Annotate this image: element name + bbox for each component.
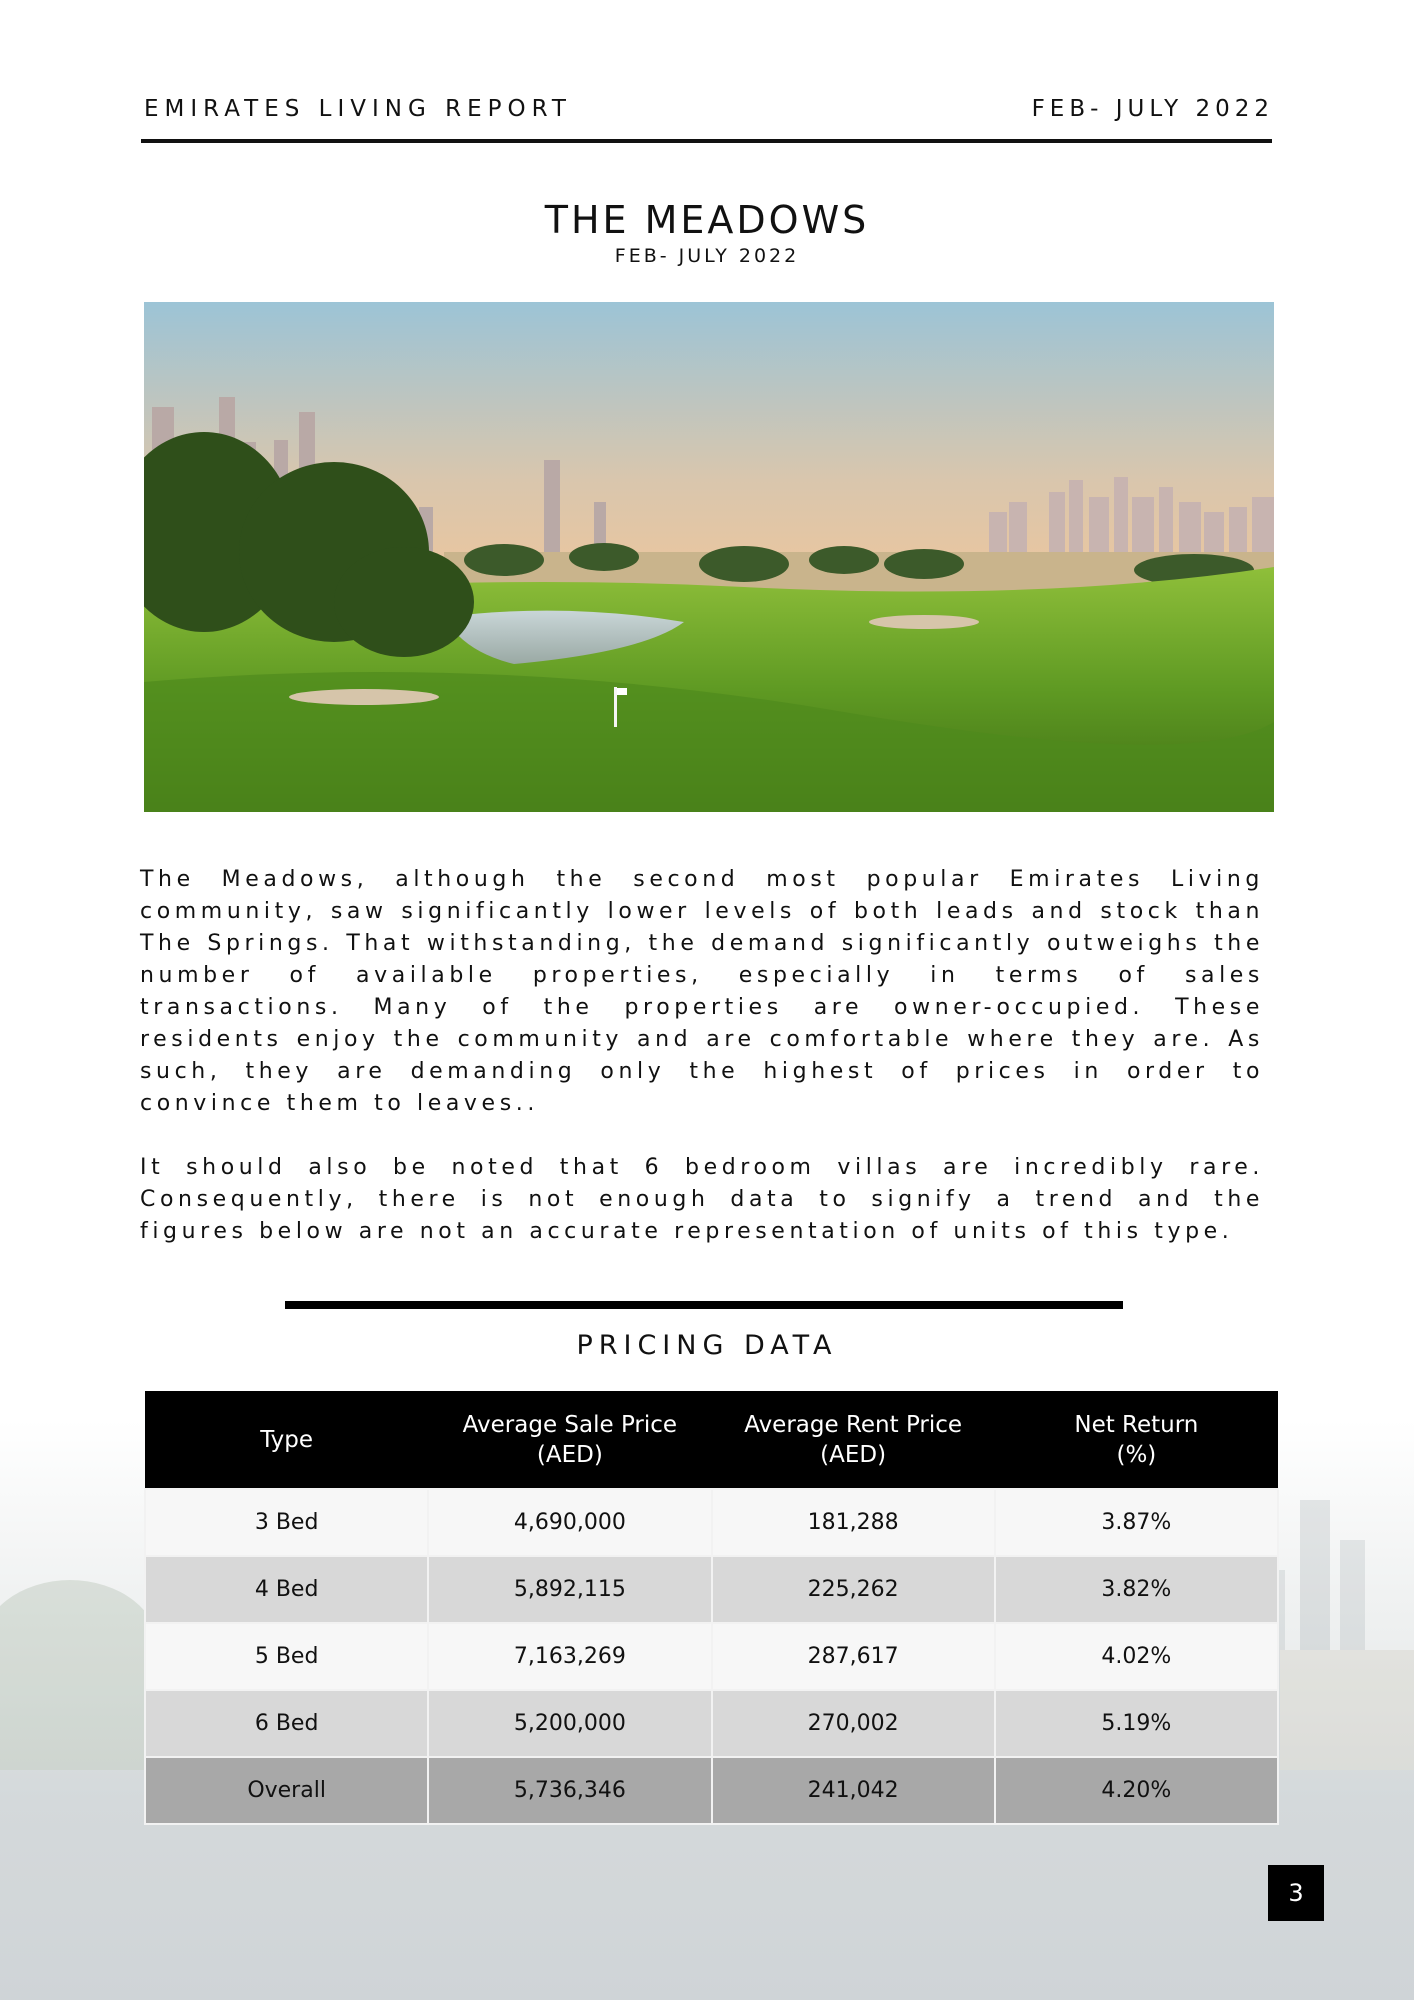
section-divider xyxy=(285,1301,1123,1309)
report-period: FEB- JULY 2022 xyxy=(1031,96,1274,122)
page-number: 3 xyxy=(1268,1865,1324,1921)
cell-sale-price: 7,163,269 xyxy=(428,1623,711,1690)
cell-net-return: 5.19% xyxy=(995,1690,1278,1757)
cell-type: Overall xyxy=(145,1757,428,1824)
cell-rent-price: 241,042 xyxy=(712,1757,995,1824)
hero-golf-course-image xyxy=(144,302,1274,812)
cell-type: 6 Bed xyxy=(145,1690,428,1757)
col-type-header: Type xyxy=(145,1391,428,1489)
table-row xyxy=(145,1489,1278,1556)
cell-net-return: 3.87% xyxy=(995,1489,1278,1556)
col-sale-price-header: Average Sale Price (AED) xyxy=(428,1391,711,1489)
header-divider xyxy=(141,139,1272,143)
table-row xyxy=(145,1623,1278,1690)
cell-rent-price: 270,002 xyxy=(712,1690,995,1757)
note-paragraph: It should also be noted that 6 bedroom villas are incredibly rare. Consequently, there is not enough data to signify a trend and the figures below are not an accurate representation of units of this type. xyxy=(140,1155,1264,1244)
cell-rent-price: 225,262 xyxy=(712,1556,995,1623)
cell-type: 5 Bed xyxy=(145,1623,428,1690)
intro-paragraph: The Meadows, although the second most popular Emirates Living community, saw significantly lower levels of both leads and stock than The Springs. That withstanding, the demand significantly outweighs the number of available properties, especially in terms of sales transactions. Many of the properties are owner-occupied. These residents enjoy the community and are comfortable where they are. As such, they are demanding only the highest of prices in order to convince them to leaves.. xyxy=(140,867,1264,1116)
col-rent-price-header: Average Rent Price (AED) xyxy=(712,1391,995,1489)
cell-sale-price: 4,690,000 xyxy=(428,1489,711,1556)
page-subtitle: FEB- JULY 2022 xyxy=(614,245,800,267)
cell-net-return: 4.20% xyxy=(995,1757,1278,1824)
report-title: EMIRATES LIVING REPORT xyxy=(144,96,572,122)
cell-type: 3 Bed xyxy=(145,1489,428,1556)
cell-sale-price: 5,736,346 xyxy=(428,1757,711,1824)
cell-sale-price: 5,200,000 xyxy=(428,1690,711,1757)
col-net-return-header: Net Return (%) xyxy=(995,1391,1278,1489)
cell-rent-price: 287,617 xyxy=(712,1623,995,1690)
report-header xyxy=(144,96,1274,126)
table-row xyxy=(145,1556,1278,1623)
cell-type: 4 Bed xyxy=(145,1556,428,1623)
table-row xyxy=(145,1690,1278,1757)
cell-net-return: 3.82% xyxy=(995,1556,1278,1623)
cell-rent-price: 181,288 xyxy=(712,1489,995,1556)
pricing-table xyxy=(144,1391,1279,1825)
table-total-row xyxy=(145,1757,1278,1824)
table-header-row xyxy=(145,1391,1278,1489)
cell-sale-price: 5,892,115 xyxy=(428,1556,711,1623)
page-title: THE MEADOWS xyxy=(544,198,870,242)
cell-net-return: 4.02% xyxy=(995,1623,1278,1690)
pricing-section-title: PRICING DATA xyxy=(576,1330,838,1361)
